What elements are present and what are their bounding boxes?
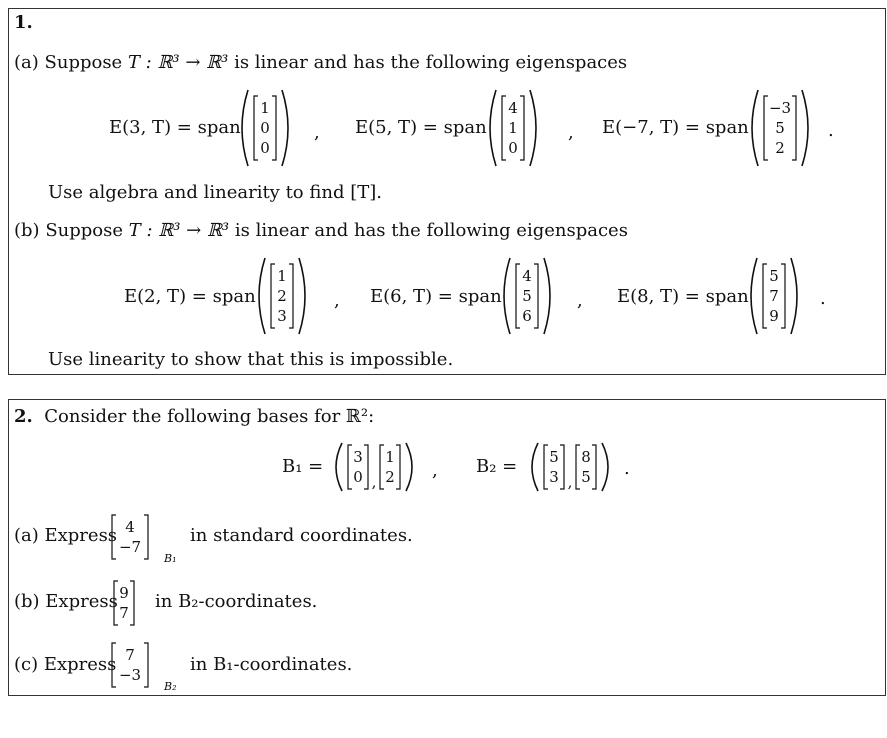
eigenspace-1b-2-sep: ,: [577, 290, 583, 311]
problem-1a-statement: [14, 54, 627, 72]
problem-2c-vector: [112, 640, 152, 690]
eigenspace-1a-2-vector: [484, 88, 570, 168]
vector-entry: 1: [260, 98, 270, 117]
vector-entry: 9: [119, 583, 129, 602]
vector-entry: 5: [769, 266, 779, 285]
vector-drawing: [253, 256, 339, 336]
vector-entry: 2: [775, 138, 785, 157]
vector-entry: 0: [260, 138, 270, 157]
problem-2-number: 2.: [14, 406, 33, 427]
vector-entry: 7: [769, 286, 779, 305]
problem-2b-label: (b) Express: [14, 591, 118, 612]
problem-1-number: 1.: [14, 12, 33, 33]
problem-1a-suppose: Suppose: [44, 52, 123, 73]
right-paren: [530, 90, 536, 166]
right-paren: [544, 258, 550, 334]
vector-entry: 5: [549, 447, 559, 466]
eigenspace-1b-2-lhs: E(6, T) = span: [370, 286, 502, 307]
left-paren: [504, 258, 510, 334]
problem-1a-label: (a): [14, 52, 39, 73]
vector-entry: 0: [260, 118, 270, 137]
problem-2-intro-line: [14, 408, 374, 426]
right-paren: [802, 90, 808, 166]
left-paren: [751, 258, 757, 334]
vector-entry: 6: [522, 306, 532, 325]
problem-1b-label: (b): [14, 220, 40, 241]
vector-entry: 5: [522, 286, 532, 305]
right-paren: [282, 90, 288, 166]
vector-drawing: [484, 88, 570, 168]
vector-entry: 3: [277, 306, 287, 325]
vector-entry: 4: [508, 98, 518, 117]
right-paren: [791, 258, 797, 334]
vector-entry: 5: [775, 118, 785, 137]
eigenspace-1a-1-lhs: E(3, T) = span: [109, 117, 241, 138]
left-paren: [336, 443, 342, 491]
eigenspace-1b-3-sep: .: [820, 288, 826, 309]
vector-entry: 1: [277, 266, 287, 285]
left-paren: [752, 90, 758, 166]
eigenspace-1b-1-lhs: E(2, T) = span: [124, 286, 256, 307]
left-paren: [242, 90, 248, 166]
vector-entry: 4: [522, 266, 532, 285]
vector-drawing: [236, 88, 322, 168]
problem-2c-subscript: B₂: [164, 680, 177, 693]
vector-drawing: [745, 256, 831, 336]
basis-b2-sep: .: [624, 458, 630, 479]
vector-entry: 2: [385, 467, 395, 486]
left-paren: [259, 258, 265, 334]
right-paren: [406, 443, 412, 491]
problem-2a-vector: [112, 512, 152, 562]
vector-entry: −3: [118, 665, 142, 684]
problem-2a-tail: in standard coordinates.: [190, 525, 413, 546]
problem-2b-vector: [114, 578, 146, 628]
problem-1b-instruction: Use linearity to show that this is impossible.: [48, 349, 454, 370]
right-paren: [602, 443, 608, 491]
vector-entry: 5: [581, 467, 591, 486]
eigenspace-1a-1-sep: ,: [314, 122, 320, 143]
problem-1a-instruction: Use algebra and linearity to find [T].: [48, 182, 382, 203]
vector-entry: 4: [125, 517, 135, 536]
eigenspace-1b-2-vector: [498, 256, 584, 336]
vector-entry: 8: [581, 447, 591, 466]
eigenspace-1b-3-vector: [745, 256, 831, 336]
basis-b1-sep: ,: [432, 460, 438, 481]
eigenspace-1b-1-sep: ,: [334, 290, 340, 311]
eigenspace-1a-2-sep: ,: [568, 122, 574, 143]
problem-2b-tail: in B₂-coordinates.: [155, 591, 318, 612]
problem-2-intro: Consider the following bases for ℝ²:: [44, 406, 375, 427]
problem-1b-suppose: Suppose: [45, 220, 124, 241]
vector-entry: 7: [125, 645, 135, 664]
problem-2c-label: (c) Express: [14, 654, 117, 675]
vector-comma: ,: [567, 473, 573, 491]
left-paren: [532, 443, 538, 491]
vector-entry: 1: [508, 118, 518, 137]
right-paren: [299, 258, 305, 334]
vector-entry: 0: [353, 467, 363, 486]
eigenspace-1a-1-vector: [236, 88, 322, 168]
vector-entry: 3: [353, 447, 363, 466]
vector-entry: 1: [385, 447, 395, 466]
problem-2c-tail: in B₁-coordinates.: [190, 654, 353, 675]
vector-entry: 0: [508, 138, 518, 157]
vector-entry: 2: [277, 286, 287, 305]
vector-entry: 3: [549, 467, 559, 486]
problem-1b-rest: is linear and has the following eigenspaces: [234, 220, 628, 241]
vector-entry: 9: [769, 306, 779, 325]
eigenspace-1a-2-lhs: E(5, T) = span: [355, 117, 487, 138]
vector-comma: ,: [371, 473, 377, 491]
vector-entry: −7: [118, 537, 142, 556]
problem-2a-label: (a) Express: [14, 525, 118, 546]
left-paren: [490, 90, 496, 166]
eigenspace-1b-1-vector: [253, 256, 339, 336]
basis-b1-lhs: B₁ =: [282, 456, 324, 477]
problem-1b-statement: [14, 222, 628, 240]
vector-drawing: [498, 256, 584, 336]
problem-1a-map: T : ℝ³ → ℝ³: [127, 52, 229, 73]
problem-2a-subscript: B₁: [164, 552, 177, 565]
problem-1a-rest: is linear and has the following eigenspaces: [234, 52, 628, 73]
basis-b2-vectors: [526, 441, 636, 493]
vector-entry: 7: [119, 603, 129, 622]
eigenspace-1a-3-vector: [746, 88, 832, 168]
eigenspace-1a-3-lhs: E(−7, T) = span: [602, 117, 749, 138]
vector-entry: −3: [768, 98, 792, 117]
problem-1b-map: T : ℝ³ → ℝ³: [128, 220, 230, 241]
basis-b2-lhs: B₂ =: [476, 456, 518, 477]
basis-b1-vectors: [330, 441, 440, 493]
eigenspace-1a-3-sep: .: [828, 120, 834, 141]
eigenspace-1b-3-lhs: E(8, T) = span: [617, 286, 749, 307]
